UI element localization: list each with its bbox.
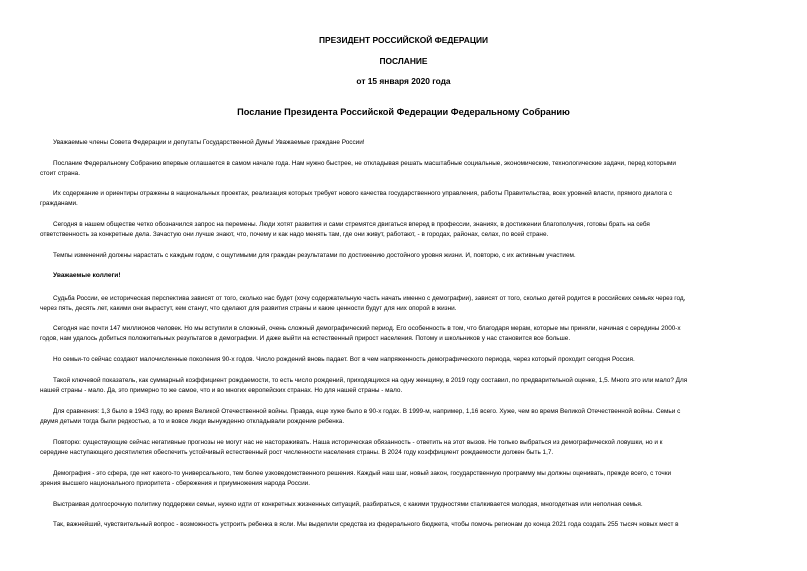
paragraph-line: Такой ключевой показатель, как суммарный коэффициент рождаемости, то есть число рождений, приходящихся на одну женщину, в 2019 году составил, по предварительной оценке, 1,5. Много это или мало? Для	[53, 377, 688, 384]
paragraph-line: середине наступающего десятилетия обеспечить устойчивый естественный рост численности населения страны. В 2024 году коэффициент рождаемости должен быть 1,7.	[40, 449, 554, 456]
paragraph-line: Их содержание и ориентиры отражены в национальных проектах, реализация которых требует нового качества государственного управления, работы Правительства, всех уровней власти, прямого диалога с	[53, 190, 673, 197]
paragraph-line: Сегодня в нашем обществе четко обозначился запрос на перемены. Люди хотят развития и сами стремятся двигаться вперед в профессии, знаниях, в достижении благополучия, готовы брать на себя	[53, 221, 650, 228]
paragraph-line: годов, нам удалось добиться положительных результатов в демографии. И даже выйти на естественный прирост населения. Потому и школьников у нас становится все больше.	[40, 335, 571, 342]
paragraph-line: ответственность за конкретные дела. Зачастую они лучше знают, что, почему и как надо менять там, где они живут, работают, - в городах, районах, селах, по всей стране.	[40, 231, 549, 238]
paragraph-line: Сегодня нас почти 147 миллионов человек. Но мы вступили в сложный, очень сложный демографический период. Его особенность в том, что благодаря мерам, которые мы приняли, начиная с середины 2000-х	[53, 325, 681, 332]
paragraph-line: Так, важнейший, чувствительный вопрос - возможность устроить ребенка в ясли. Мы выделили средства из федерального бюджета, чтобы помочь регионам до конца 2021 года создать 255 тысяч новых мест в	[53, 521, 679, 528]
paragraph-line: Повторю: существующие сейчас негативные прогнозы не могут нас не настораживать. Наша историческая обязанность - ответить на этот вызов. Не только выбраться из демографической ловушки, но и к	[53, 439, 663, 446]
document-title: Послание Президента Российской Федерации Федеральному Собранию	[237, 107, 570, 117]
header-president: ПРЕЗИДЕНТ РОССИЙСКОЙ ФЕДЕРАЦИИ	[319, 35, 488, 45]
paragraph-line: Послание Федеральному Собранию впервые оглашается в самом начале года. Нам нужно быстрее, не откладывая решать масштабные социальные, экономические, технологические задачи, перед которыми	[53, 160, 676, 167]
paragraph-line: двумя детьми тогда были редкостью, а то и вовсе люди вынужденно откладывали рождение ребенка.	[40, 418, 345, 425]
header-message: ПОСЛАНИЕ	[379, 56, 428, 66]
paragraph-line: Но семьи-то сейчас создают малочисленные поколения 90-х годов. Число рождений вновь падает. Вот в чем напряженность демографического периода, через который проходит сегодня Россия.	[53, 356, 635, 363]
paragraph-line: Для сравнения: 1,3 было в 1943 году, во время Великой Отечественной войны. Правда, еще хуже было в 90-х годах. В 1999-м, например, 1,16 всего. Хуже, чем во время Великой Отечественной войны. Семьи с	[53, 408, 681, 415]
paragraph-line: через пять, десять лет, какими они вырастут, кем станут, что сделают для развития страны и какие ценности будут для них опорой в жизни.	[40, 305, 457, 312]
paragraph-line: стоит страна.	[40, 170, 80, 177]
paragraph-line: Демография - это сфера, где нет какого-то универсального, тем более узковедомственного решения. Каждый наш шаг, новый закон, государственную программу мы должны оценивать, прежде всего, с точки	[53, 470, 672, 477]
paragraph-line: Судьба России, ее историческая перспектива зависят от того, сколько нас будет (хочу содержательную часть начать именно с демографии), зависят от того, сколько детей родится в российских семьях через год,	[53, 295, 686, 302]
paragraph-line: Выстраивая долгосрочную политику поддержки семьи, нужно идти от конкретных жизненных ситуаций, разбираться, с какими трудностями сталкивается молодая, многодетная или неполная семья.	[53, 501, 643, 508]
paragraph-line: гражданами.	[40, 200, 78, 207]
subheading-colleagues: Уважаемые коллеги!	[53, 272, 121, 279]
paragraph-line: Уважаемые члены Совета Федерации и депутаты Государственной Думы! Уважаемые граждане России!	[53, 139, 365, 146]
paragraph-line: Темпы изменений должны нарастать с каждым годом, с ощутимыми для граждан результатами по достижению достойного уровня жизни. И, повторю, с их активным участием.	[53, 252, 576, 259]
paragraph-line: зрения высшего национального приоритета - сбережения и приумножения народа России.	[40, 480, 311, 487]
paragraph-line: нашей страны - мало. Да, это примерно то же самое, что и во многих европейских странах. Но для нашей страны - мало.	[40, 387, 403, 394]
header-date: от 15 января 2020 года	[356, 76, 451, 86]
